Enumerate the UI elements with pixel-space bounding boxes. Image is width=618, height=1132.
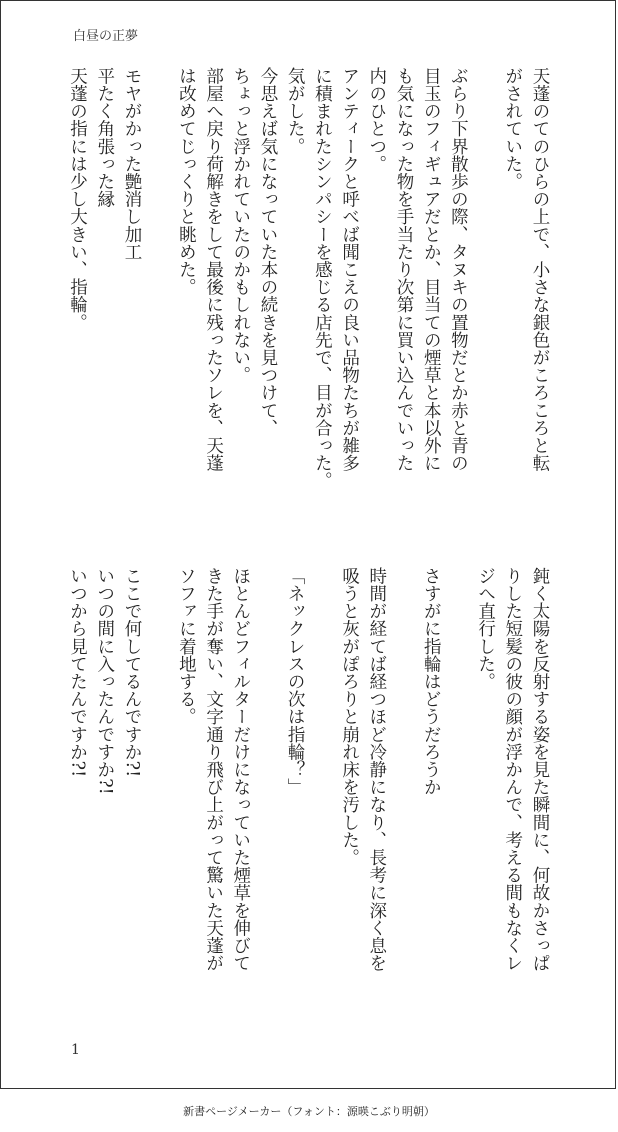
text-line: きた手が奪い、文字通り飛び上がって驚いた天蓬が	[203, 567, 224, 972]
text-line: ほとんどフィルターだけになっていた煙草を伸びて	[230, 567, 251, 972]
text-line: に積まれたシンパシーを感じる店先で、目が合った。	[312, 67, 333, 490]
text-line: 内のひとつ。	[366, 67, 387, 173]
page-number: 1	[71, 1042, 80, 1058]
text-line: 目玉のフィギュアだとか、目当ての煙草と本以外に	[421, 67, 442, 472]
text-line: ぶらり下界散歩の際、タヌキの置物だとか赤と青の	[448, 67, 469, 472]
text-line: も気になった物を手当たり次第に買い込んでいった	[393, 67, 414, 472]
text-line: 部屋へ戻り荷解きをして最後に残ったソレを、天蓬	[203, 67, 224, 472]
text-line: 鈍く太陽を反射する姿を見た瞬間に、何故かさっぱ	[530, 567, 550, 972]
text-line: 天蓬の指には少し大きい、指輪。	[67, 67, 88, 331]
text-line: 「ネックレスの次は指輪？」	[285, 567, 306, 796]
text-line: ここで何してるんですか?!	[121, 567, 142, 778]
text-line: りした短髪の彼の顔が浮かんで、考える間もなくレ	[502, 567, 523, 972]
text-line: 今思えば気になっていた本の続きを見つけて、	[257, 67, 278, 437]
text-line: モヤがかった艶消し加工	[121, 67, 142, 261]
text-line: いつの間に入ったんですか?!	[94, 567, 115, 795]
footer-credit: 新書ページメーカー（フォント：源暎こぶり明朝）	[183, 1105, 435, 1118]
text-line: 気がした。	[285, 67, 306, 155]
text-line: いつから見てたんですか?!	[67, 567, 88, 778]
text-line: アンティークと呼べば聞こえの良い品物たちが雑多	[339, 67, 360, 472]
text-line: ソファに着地する。	[176, 567, 197, 726]
text-line: 平たく角張った縁	[94, 67, 115, 208]
text-line: さすがに指輪はどうだろうか	[421, 567, 442, 796]
vertical-text-block-bottom	[63, 567, 553, 1022]
book-title: 白昼の正夢	[73, 29, 139, 44]
text-line: は改めてじっくりと眺めた。	[176, 67, 197, 296]
text-line: ジへ直行した。	[475, 567, 496, 691]
text-line: 吸うと灰がぽろりと崩れ床を汚した。	[339, 567, 360, 867]
text-line: 天蓬のてのひらの上で、小さな銀色がころころと転	[530, 67, 550, 472]
text-line: ちょっと浮かれていたのかもしれない。	[230, 67, 251, 384]
vertical-text-block-top	[63, 67, 553, 522]
text-line: がされていた。	[502, 67, 523, 191]
text-line: 時間が経てば経つほど冷静になり、長考に深く息を	[366, 567, 387, 972]
